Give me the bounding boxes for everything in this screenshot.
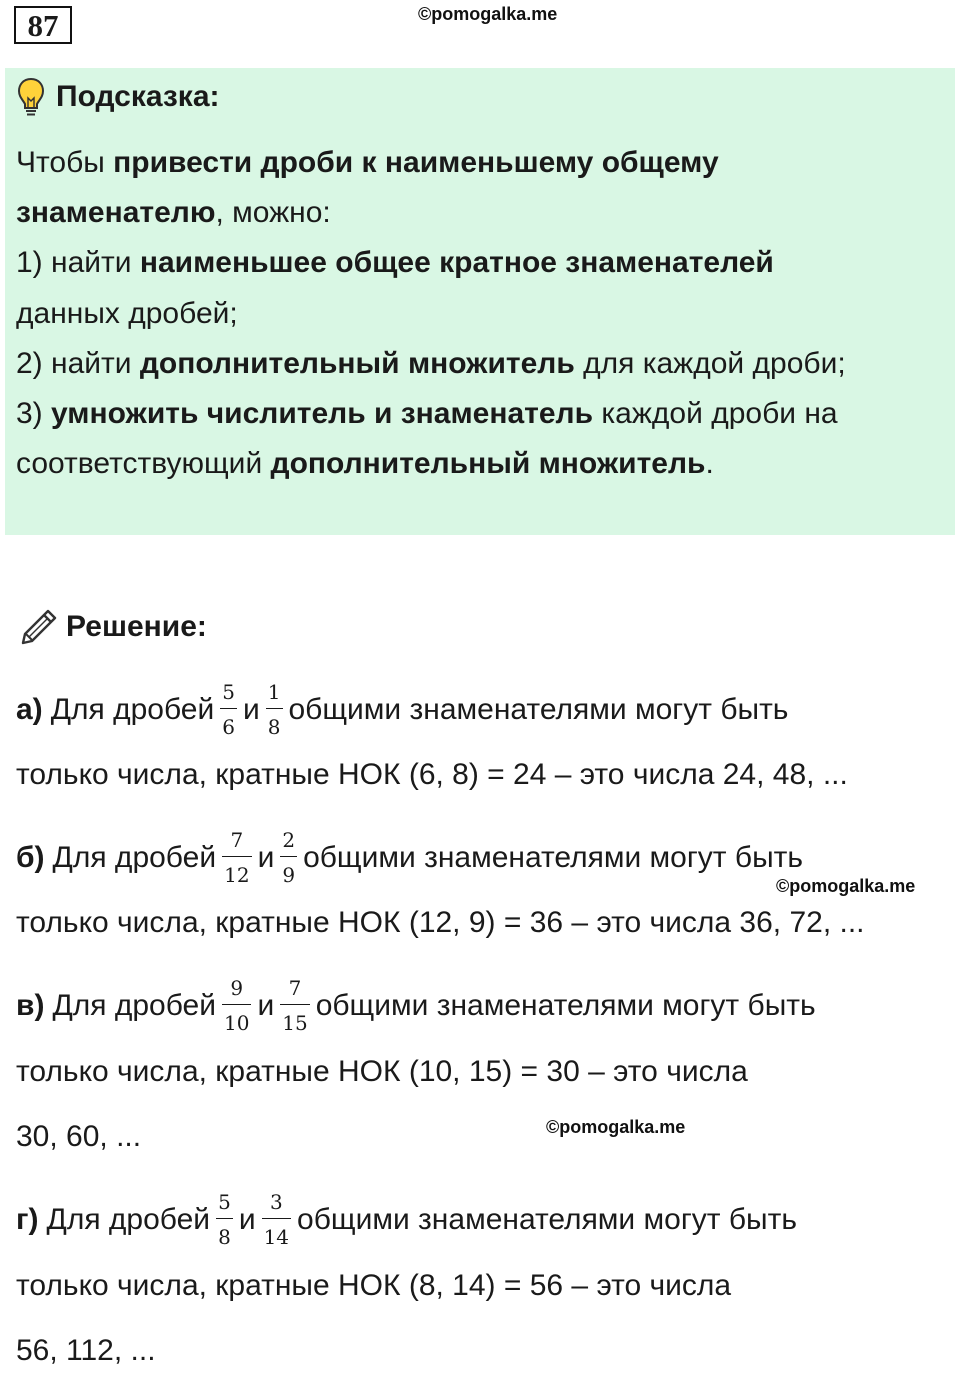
hint-line-4: данных дробей; [16, 296, 238, 330]
watermark-top: ©pomogalka.me [418, 4, 558, 24]
solution-b-line-1: б) Для дробей $\frac{7}{12}$ и $\frac{2}{9}$ общими знаменателями могут быть [16, 828, 803, 887]
hint-line-3: 1) найти наименьшее общее кратное знаменателей [16, 246, 774, 280]
lightbulb-icon [16, 76, 46, 118]
solution-c-line-3: 30, 60, ... [16, 1120, 142, 1153]
fraction: $\frac{3}{14}$ [263, 1190, 290, 1249]
hint-line-5: 2) найти дополнительный множитель для каждой дроби; [16, 346, 846, 380]
solution-a-line-1: а) Для дробей $\frac{5}{6}$ и $\frac{1}{8}$ общими знаменателями могут быть [16, 680, 789, 739]
solution-header [18, 604, 207, 650]
fraction: $\frac{2}{9}$ [282, 828, 296, 887]
fraction: $\frac{9}{10}$ [224, 976, 250, 1035]
pencil-icon [18, 606, 60, 648]
fraction: $\frac{7}{15}$ [282, 976, 308, 1035]
fraction: $\frac{1}{8}$ [267, 680, 281, 739]
watermark-middle: ©pomogalka.me [776, 876, 916, 896]
watermark-bottom: ©pomogalka.me [546, 1117, 686, 1137]
fraction: $\frac{7}{12}$ [224, 828, 250, 887]
fraction: $\frac{5}{8}$ [218, 1190, 231, 1249]
task-number: 87 [14, 6, 72, 44]
solution-a-line-2: только числа, кратные НОК (6, 8) = 24 – это числа 24, 48, ... [16, 758, 848, 791]
fraction: $\frac{5}{6}$ [222, 680, 235, 739]
hint-header [16, 74, 220, 120]
hint-line-7: соответствующий дополнительный множитель. [16, 447, 714, 481]
solution-d-line-3: 56, 112, ... [16, 1334, 156, 1367]
hint-line-6: 3) умножить числитель и знаменатель каждой дроби на [16, 397, 838, 431]
hint-title: Подсказка: [56, 80, 220, 113]
solution-title: Решение: [66, 610, 207, 643]
hint-line-2: знаменателю, можно: [16, 196, 331, 230]
solution-b-line-2: только числа, кратные НОК (12, 9) = 36 – это числа 36, 72, ... [16, 906, 865, 939]
solution-c-line-2: только числа, кратные НОК (10, 15) = 30 – это числа [16, 1055, 748, 1088]
solution-d-line-1: г) Для дробей $\frac{5}{8}$ и $\frac{3}{14}$ общими знаменателями могут быть [16, 1190, 797, 1249]
solution-c-line-1: в) Для дробей $\frac{9}{10}$ и $\frac{7}{15}$ общими знаменателями могут быть [16, 976, 816, 1035]
hint-text [16, 138, 946, 489]
hint-line-1: Чтобы привести дроби к наименьшему общему [16, 146, 719, 179]
solution-d-line-2: только числа, кратные НОК (8, 14) = 56 – это числа [16, 1269, 732, 1302]
